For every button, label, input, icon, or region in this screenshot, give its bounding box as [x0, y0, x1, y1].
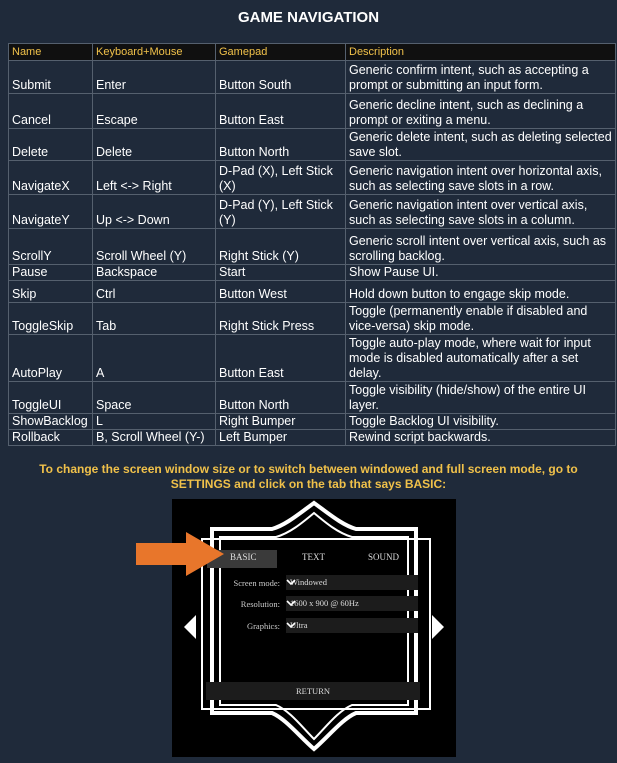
table-row [9, 265, 616, 281]
tab-basic[interactable]: BASIC [230, 552, 257, 562]
table-row [9, 335, 616, 382]
table-row [9, 161, 616, 195]
cell-description: Generic navigation intent over horizontal axis, such as selecting save slots in a row. [346, 161, 616, 195]
cell-description: Generic scroll intent over vertical axis, such as scrolling backlog. [346, 229, 616, 265]
table-row [9, 61, 616, 94]
cell-description: Generic navigation intent over vertical axis, such as selecting save slots in a column. [346, 195, 616, 229]
cell-gamepad: Button North [216, 129, 346, 161]
cell-gamepad: Right Stick (Y) [216, 229, 346, 265]
cell-description: Generic delete intent, such as deleting selected save slot. [346, 129, 616, 161]
cell-keys: Left <-> Right [93, 161, 216, 195]
table-row [9, 94, 616, 129]
cell-keys: B, Scroll Wheel (Y-) [93, 430, 216, 446]
resolution-label: Resolution: [240, 599, 280, 609]
cell-gamepad: Left Bumper [216, 430, 346, 446]
cell-keys: Escape [93, 94, 216, 129]
cell-description: Toggle visibility (hide/show) of the entire UI layer. [346, 382, 616, 414]
table-row [9, 129, 616, 161]
chevron-down-icon [286, 578, 296, 586]
header-keyboard-mouse: Keyboard+Mouse [93, 44, 216, 61]
table-row [9, 195, 616, 229]
cell-keys: L [93, 414, 216, 430]
cell-gamepad: Button West [216, 281, 346, 303]
cell-description: Show Pause UI. [346, 265, 616, 281]
table-row [9, 281, 616, 303]
instructions-line-2: SETTINGS and click on the tab that says BASIC: [170, 477, 447, 491]
resolution-value: 1600 x 900 @ 60Hz [290, 598, 359, 608]
graphics-label: Graphics: [246, 621, 280, 631]
return-button[interactable]: RETURN [206, 682, 420, 700]
cell-keys: Tab [93, 303, 216, 335]
header-gamepad: Gamepad [216, 44, 346, 61]
screen-mode-label: Screen mode: [233, 578, 280, 588]
cell-name: ToggleSkip [9, 303, 93, 335]
header-name: Name [9, 44, 93, 61]
cell-name: Delete [9, 129, 93, 161]
cell-name: Skip [9, 281, 93, 303]
screen-mode-value: Windowed [290, 577, 327, 587]
arrow-right-icon [136, 532, 226, 576]
cell-name: Cancel [9, 94, 93, 129]
table-row [9, 430, 616, 446]
cell-description: Generic confirm intent, such as accepting a prompt or submitting an input form. [346, 61, 616, 94]
cell-keys: Delete [93, 129, 216, 161]
cell-name: ScrollY [9, 229, 93, 265]
cell-name: AutoPlay [9, 335, 93, 382]
cell-description: Rewind script backwards. [346, 430, 616, 446]
table-row [9, 229, 616, 265]
cell-keys: Scroll Wheel (Y) [93, 229, 216, 265]
cell-name: Rollback [9, 430, 93, 446]
chevron-down-icon [286, 599, 296, 607]
page-title: GAME NAVIGATION [237, 9, 380, 26]
instructions-line-1: To change the screen window size or to switch between windowed and full screen mode, go to [39, 462, 578, 476]
cell-description: Generic decline intent, such as declining a prompt or exiting a menu. [346, 94, 616, 129]
table-header-row [9, 44, 616, 61]
cell-keys: Up <-> Down [93, 195, 216, 229]
cell-gamepad: Right Bumper [216, 414, 346, 430]
cell-gamepad: Button East [216, 94, 346, 129]
cell-gamepad: Button North [216, 382, 346, 414]
cell-name: ShowBacklog [9, 414, 93, 430]
cell-name: NavigateX [9, 161, 93, 195]
cell-description: Toggle (permanently enable if disabled and vice-versa) skip mode. [346, 303, 616, 335]
screen-mode-select[interactable] [286, 575, 418, 590]
graphics-value: Ultra [290, 620, 308, 630]
cell-gamepad: D-Pad (Y), Left Stick (Y) [216, 195, 346, 229]
navigation-table [8, 43, 616, 446]
cell-keys: Backspace [93, 265, 216, 281]
graphics-select[interactable] [286, 618, 418, 633]
cell-gamepad: Button East [216, 335, 346, 382]
chevron-down-icon [286, 621, 296, 629]
tab-sound[interactable]: SOUND [368, 552, 400, 562]
cell-keys: A [93, 335, 216, 382]
cell-description: Toggle Backlog UI visibility. [346, 414, 616, 430]
header-description: Description [346, 44, 616, 61]
cell-gamepad: Button South [216, 61, 346, 94]
cell-gamepad: D-Pad (X), Left Stick (X) [216, 161, 346, 195]
cell-name: NavigateY [9, 195, 93, 229]
settings-instructions [20, 462, 597, 492]
cell-keys: Ctrl [93, 281, 216, 303]
cell-name: Submit [9, 61, 93, 94]
cell-description: Hold down button to engage skip mode. [346, 281, 616, 303]
cell-gamepad: Start [216, 265, 346, 281]
cell-keys: Enter [93, 61, 216, 94]
cell-description: Toggle auto-play mode, where wait for input mode is disabled automatically after a set delay. [346, 335, 616, 382]
table-row [9, 303, 616, 335]
cell-gamepad: Right Stick Press [216, 303, 346, 335]
tab-text[interactable]: TEXT [302, 552, 325, 562]
resolution-select[interactable] [286, 596, 418, 611]
cell-name: Pause [9, 265, 93, 281]
cell-keys: Space [93, 382, 216, 414]
table-row [9, 414, 616, 430]
cell-name: ToggleUI [9, 382, 93, 414]
table-row [9, 382, 616, 414]
